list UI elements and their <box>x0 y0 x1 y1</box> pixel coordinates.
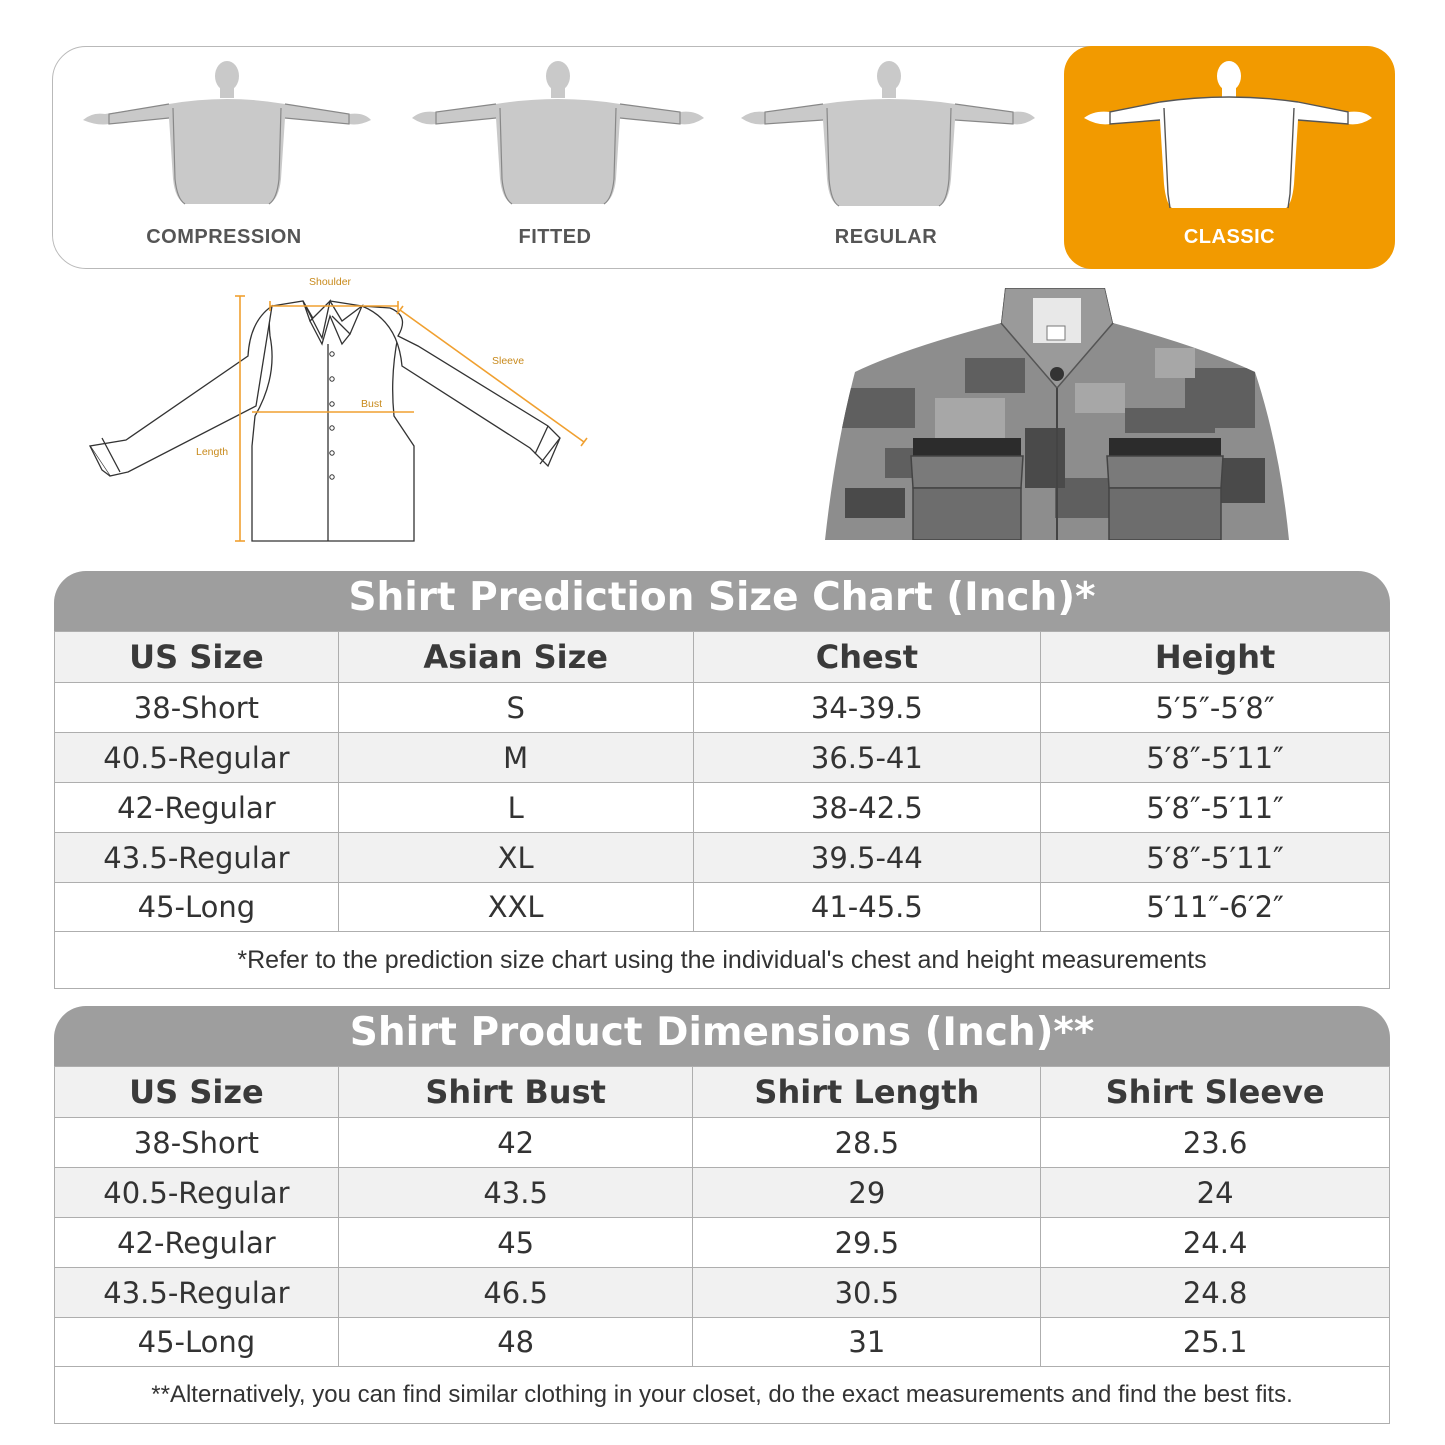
table-header-row <box>55 632 1390 683</box>
table-cell: 28.5 <box>693 1118 1041 1168</box>
table-row <box>55 783 1390 833</box>
column-header: Asian Size <box>338 632 693 683</box>
table-cell: 38-42.5 <box>693 783 1041 833</box>
table-cell: 41-45.5 <box>693 883 1041 932</box>
table-cell: 31 <box>693 1318 1041 1367</box>
table-cell: 43.5-Regular <box>55 833 339 883</box>
length-label: Length <box>196 446 229 458</box>
table-cell: 5′11″-6′2″ <box>1041 883 1390 932</box>
fit-label: CLASSIC <box>1183 226 1276 248</box>
column-header: Chest <box>693 632 1041 683</box>
shirt-outline-icon <box>80 276 600 546</box>
table-cell: 5′8″-5′11″ <box>1041 833 1390 883</box>
table-row <box>55 1318 1390 1367</box>
table-row <box>55 1218 1390 1268</box>
dimensions-chart-title: Shirt Product Dimensions (Inch)** <box>349 1010 1095 1055</box>
table-row <box>55 833 1390 883</box>
regular-fit-icon <box>721 54 1051 224</box>
table-cell: 36.5-41 <box>693 733 1041 783</box>
table-footnote: *Refer to the prediction size chart using the individual's chest and height measurements <box>55 932 1390 989</box>
table-cell: 38-Short <box>55 1118 339 1168</box>
table-cell: 5′5″-5′8″ <box>1041 683 1390 733</box>
table-cell: 38-Short <box>55 683 339 733</box>
column-header: US Size <box>55 1067 339 1118</box>
fit-selector <box>52 46 1394 269</box>
table-cell: 39.5-44 <box>693 833 1041 883</box>
table-row <box>55 1168 1390 1218</box>
table-cell: L <box>338 783 693 833</box>
prediction-chart-title: Shirt Prediction Size Chart (Inch)* <box>348 575 1096 620</box>
column-header: US Size <box>55 632 339 683</box>
table-row <box>55 1268 1390 1318</box>
table-cell: 24 <box>1041 1168 1390 1218</box>
table-cell: S <box>338 683 693 733</box>
table-cell: 40.5-Regular <box>55 1168 339 1218</box>
prediction-size-table <box>54 631 1390 989</box>
fit-label: COMPRESSION <box>146 226 302 248</box>
table-cell: 29.5 <box>693 1218 1041 1268</box>
sleeve-label: Sleeve <box>492 355 525 367</box>
table-cell: 45 <box>338 1218 693 1268</box>
fitted-fit-icon <box>390 54 720 224</box>
bust-label: Bust <box>361 398 383 410</box>
table-row <box>55 733 1390 783</box>
table-cell: 43.5-Regular <box>55 1268 339 1318</box>
table-cell: 43.5 <box>338 1168 693 1218</box>
fit-option-regular[interactable] <box>721 46 1051 269</box>
shoulder-label: Shoulder <box>309 276 352 288</box>
shirt-photo <box>825 288 1290 540</box>
table-note-row <box>55 932 1390 989</box>
table-footnote: **Alternatively, you can find similar clothing in your closet, do the exact measurements and find the best fits. <box>55 1367 1390 1424</box>
table-cell: 25.1 <box>1041 1318 1390 1367</box>
table-cell: 5′8″-5′11″ <box>1041 783 1390 833</box>
column-header: Height <box>1041 632 1390 683</box>
table-cell: 45-Long <box>55 1318 339 1367</box>
table-row <box>55 683 1390 733</box>
table-cell: XL <box>338 833 693 883</box>
column-header: Shirt Bust <box>338 1067 693 1118</box>
fit-label: FITTED <box>518 226 592 248</box>
table-row <box>55 1118 1390 1168</box>
classic-fit-icon <box>1064 54 1394 224</box>
table-cell: 46.5 <box>338 1268 693 1318</box>
fit-option-fitted[interactable] <box>390 46 720 269</box>
fit-label: REGULAR <box>834 226 938 248</box>
table-cell: 34-39.5 <box>693 683 1041 733</box>
table-cell: 42-Regular <box>55 783 339 833</box>
table-cell: XXL <box>338 883 693 932</box>
table-cell: 24.8 <box>1041 1268 1390 1318</box>
table-row <box>55 883 1390 932</box>
table-cell: 24.4 <box>1041 1218 1390 1268</box>
prediction-chart-header <box>54 571 1390 631</box>
table-cell: 23.6 <box>1041 1118 1390 1168</box>
table-cell: M <box>338 733 693 783</box>
compression-fit-icon <box>59 54 389 224</box>
table-cell: 29 <box>693 1168 1041 1218</box>
table-cell: 40.5-Regular <box>55 733 339 783</box>
table-header-row <box>55 1067 1390 1118</box>
table-cell: 48 <box>338 1318 693 1367</box>
table-cell: 30.5 <box>693 1268 1041 1318</box>
table-note-row <box>55 1367 1390 1424</box>
table-cell: 5′8″-5′11″ <box>1041 733 1390 783</box>
dimensions-chart-header <box>54 1006 1390 1066</box>
table-cell: 42 <box>338 1118 693 1168</box>
column-header: Shirt Length <box>693 1067 1041 1118</box>
column-header: Shirt Sleeve <box>1041 1067 1390 1118</box>
product-dimensions-table <box>54 1066 1390 1424</box>
measurement-diagram <box>80 276 600 550</box>
fit-option-classic[interactable] <box>1064 46 1395 269</box>
fit-option-compression[interactable] <box>59 46 389 269</box>
table-cell: 45-Long <box>55 883 339 932</box>
table-cell: 42-Regular <box>55 1218 339 1268</box>
